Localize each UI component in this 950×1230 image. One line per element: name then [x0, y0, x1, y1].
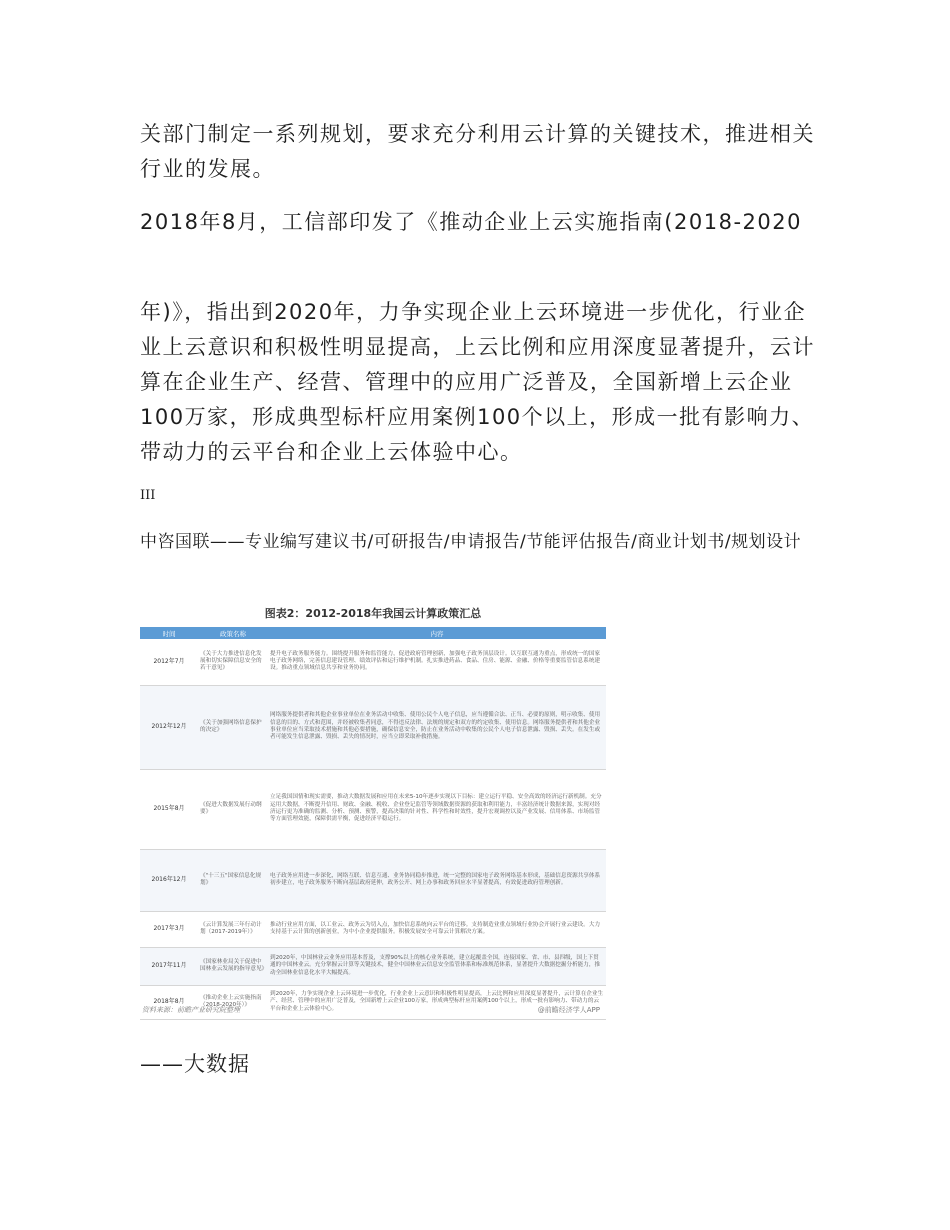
policy-table — [140, 627, 606, 1020]
paragraph-guideline-title: 2018年8月，工信部印发了《推动企业上云实施指南(2018-2020 — [140, 210, 802, 234]
cell-time: 2018年8月 — [140, 985, 198, 1019]
section-heading-big-data: ——大数据 — [140, 1052, 250, 1076]
cell-time: 2012年12月 — [140, 685, 198, 769]
cell-time: 2012年7月 — [140, 639, 198, 685]
figure-title: 图表2：2012-2018年我国云计算政策汇总 — [264, 607, 482, 620]
cell-content: 提升电子政务服务能力。围绕提升服务和监管能力，促进政府管理创新，加强电子政务顶层设计。以互联互通为重点，形成统一的国家电子政务网络，完善信息建设管理、绩效评估和运行维护机制。扎实推进药品、食品、住房、能源、金融、价格等重要监管信息系统建设。推动重点领域信息共享和业务协同。 — [268, 639, 606, 685]
cell-name: 《云计算发展三年行动计划（2017-2019年）》 — [198, 911, 268, 947]
policy-table-figure — [140, 603, 606, 1019]
cell-content: 推动行业应用方面，以工业云、政务云为切入点，加快信息系统向云平台的迁移。支持制造业重点领域行业协会开展行业云建设。大力支持基于云计算的创新创业，为中小企业提供服务。积极发展安全可靠云计算解决方案。 — [268, 911, 606, 947]
paragraph-policy-intro: 关部门制定一系列规划，要求充分利用云计算的关键技术，推进相关行业的发展。 — [140, 122, 815, 181]
cell-name: 《关于大力推进信息化发展和切实保障信息安全的若干意见》 — [198, 639, 268, 685]
figure-source: 资料来源：前瞻产业研究院整理 — [142, 1006, 240, 1014]
figure-footer — [140, 1005, 606, 1017]
table-row — [140, 849, 606, 911]
cell-time: 2017年11月 — [140, 947, 198, 985]
figure-brand: @前瞻经济学人APP — [537, 1006, 600, 1014]
cell-content: 网络服务提供者和其他企业事业单位在业务活动中收集、使用公民个人电子信息，应当遵循合法、正当、必要的原则，明示收集、使用信息的目的、方式和范围，并经被收集者同意，不得违反法律、法规的规定和双方的约定收集、使用信息。网络服务提供者和其他企业事业单位应当采取技术措施和其他必要措施，确保信息安全，防止在业务活动中收集的公民个人电子信息泄露、毁损、丢失。在发生或者可能发生信息泄露、毁损、丢失的情况时，应当立即采取补救措施。 — [268, 685, 606, 769]
table-row — [140, 639, 606, 685]
table-row — [140, 769, 606, 849]
table-header-row — [140, 627, 606, 639]
cell-content: 到2020年，力争实现企业上云环境进一步优化，行业企业上云意识和积极性明显提高，上云比例和应用深度显著提升，云计算在企业生产、经营、管理中的应用广泛普及，全国新增上云企业100万家，形成典型标杆应用案例100个以上，形成一批有影响力、带动力的云平台和企业上云体验中心。 — [268, 985, 606, 1019]
cell-time: 2017年3月 — [140, 911, 198, 947]
table-row — [140, 911, 606, 947]
company-heading: 中咨国联——专业编写建议书/可研报告/申请报告/节能评估报告/商业计划书/规划设计 — [140, 532, 802, 552]
cell-content: 到2020年，中国林业云业务应用基本普及，支撑90%以上的核心业务系统，建立起覆盖全国，连接国家、省、市、县四级，国上下贯通的中国林业云。充分掌握云计算等关键技术，健全中国林业云信息安全监管体系和标准规范体系，显著提升大数据挖掘分析能力，推动全国林业信息化水平大幅提高。 — [268, 947, 606, 985]
cell-name: 《推动企业上云实施指南（2018-2020年）》 — [198, 985, 268, 1019]
cell-time: 2015年8月 — [140, 769, 198, 849]
cell-time: 2016年12月 — [140, 849, 198, 911]
column-header-content: 内容 — [268, 627, 606, 639]
column-header-time: 时间 — [140, 627, 198, 639]
page-marker: III — [140, 488, 156, 503]
cell-name: 《关于加强网络信息保护的决定》 — [198, 685, 268, 769]
paragraph-guideline-goals: 年)》，指出到2020年，力争实现企业上云环境进一步优化，行业企业上云意识和积极性明显提高，上云比例和应用深度显著提升，云计算在企业生产、经营、管理中的应用广泛普及，全国新增上云企业100万家，形成典型标杆应用案例100个以上，形成一批有影响力、带动力的云平台和企业上云体验中心。 — [140, 300, 815, 464]
column-header-name: 政策名称 — [198, 627, 268, 639]
table-row — [140, 685, 606, 769]
cell-name: 《"十三五"国家信息化规划》 — [198, 849, 268, 911]
table-row — [140, 947, 606, 985]
cell-content: 电子政务应用进一步深化，网络互联、信息互通、业务协同稳步推进，统一完整的国家电子政务网络基本形成，基础信息资源共享体系初步建立，电子政务服务不断向基层政府延伸，政务公开、网上办事和政务回应水平显著提高，有效促进政府管理创新。 — [268, 849, 606, 911]
cell-name: 《促进大数据发展行动纲要》 — [198, 769, 268, 849]
cell-content: 立足我国国情和现实需要，推动大数据发展和应用在未来5-10年逐步实现以下目标：建立运行平稳、安全高效的经济运行新机制。充分运用大数据，不断提升信用、财政、金融、税收、企业登记监管等领域数据资源的获取和利用能力，丰富经济统计数据来源，实现对经济运行更为准确的监测、分析、预测、预警，提高决策的针对性、科学性和时效性，提升宏观调控以及产业发展、信用体系、市场监管等方面管理效能，保障供需平衡，促进经济平稳运行。 — [268, 769, 606, 849]
cell-name: 《国家林业局关于促进中国林业云发展的指导意见》 — [198, 947, 268, 985]
